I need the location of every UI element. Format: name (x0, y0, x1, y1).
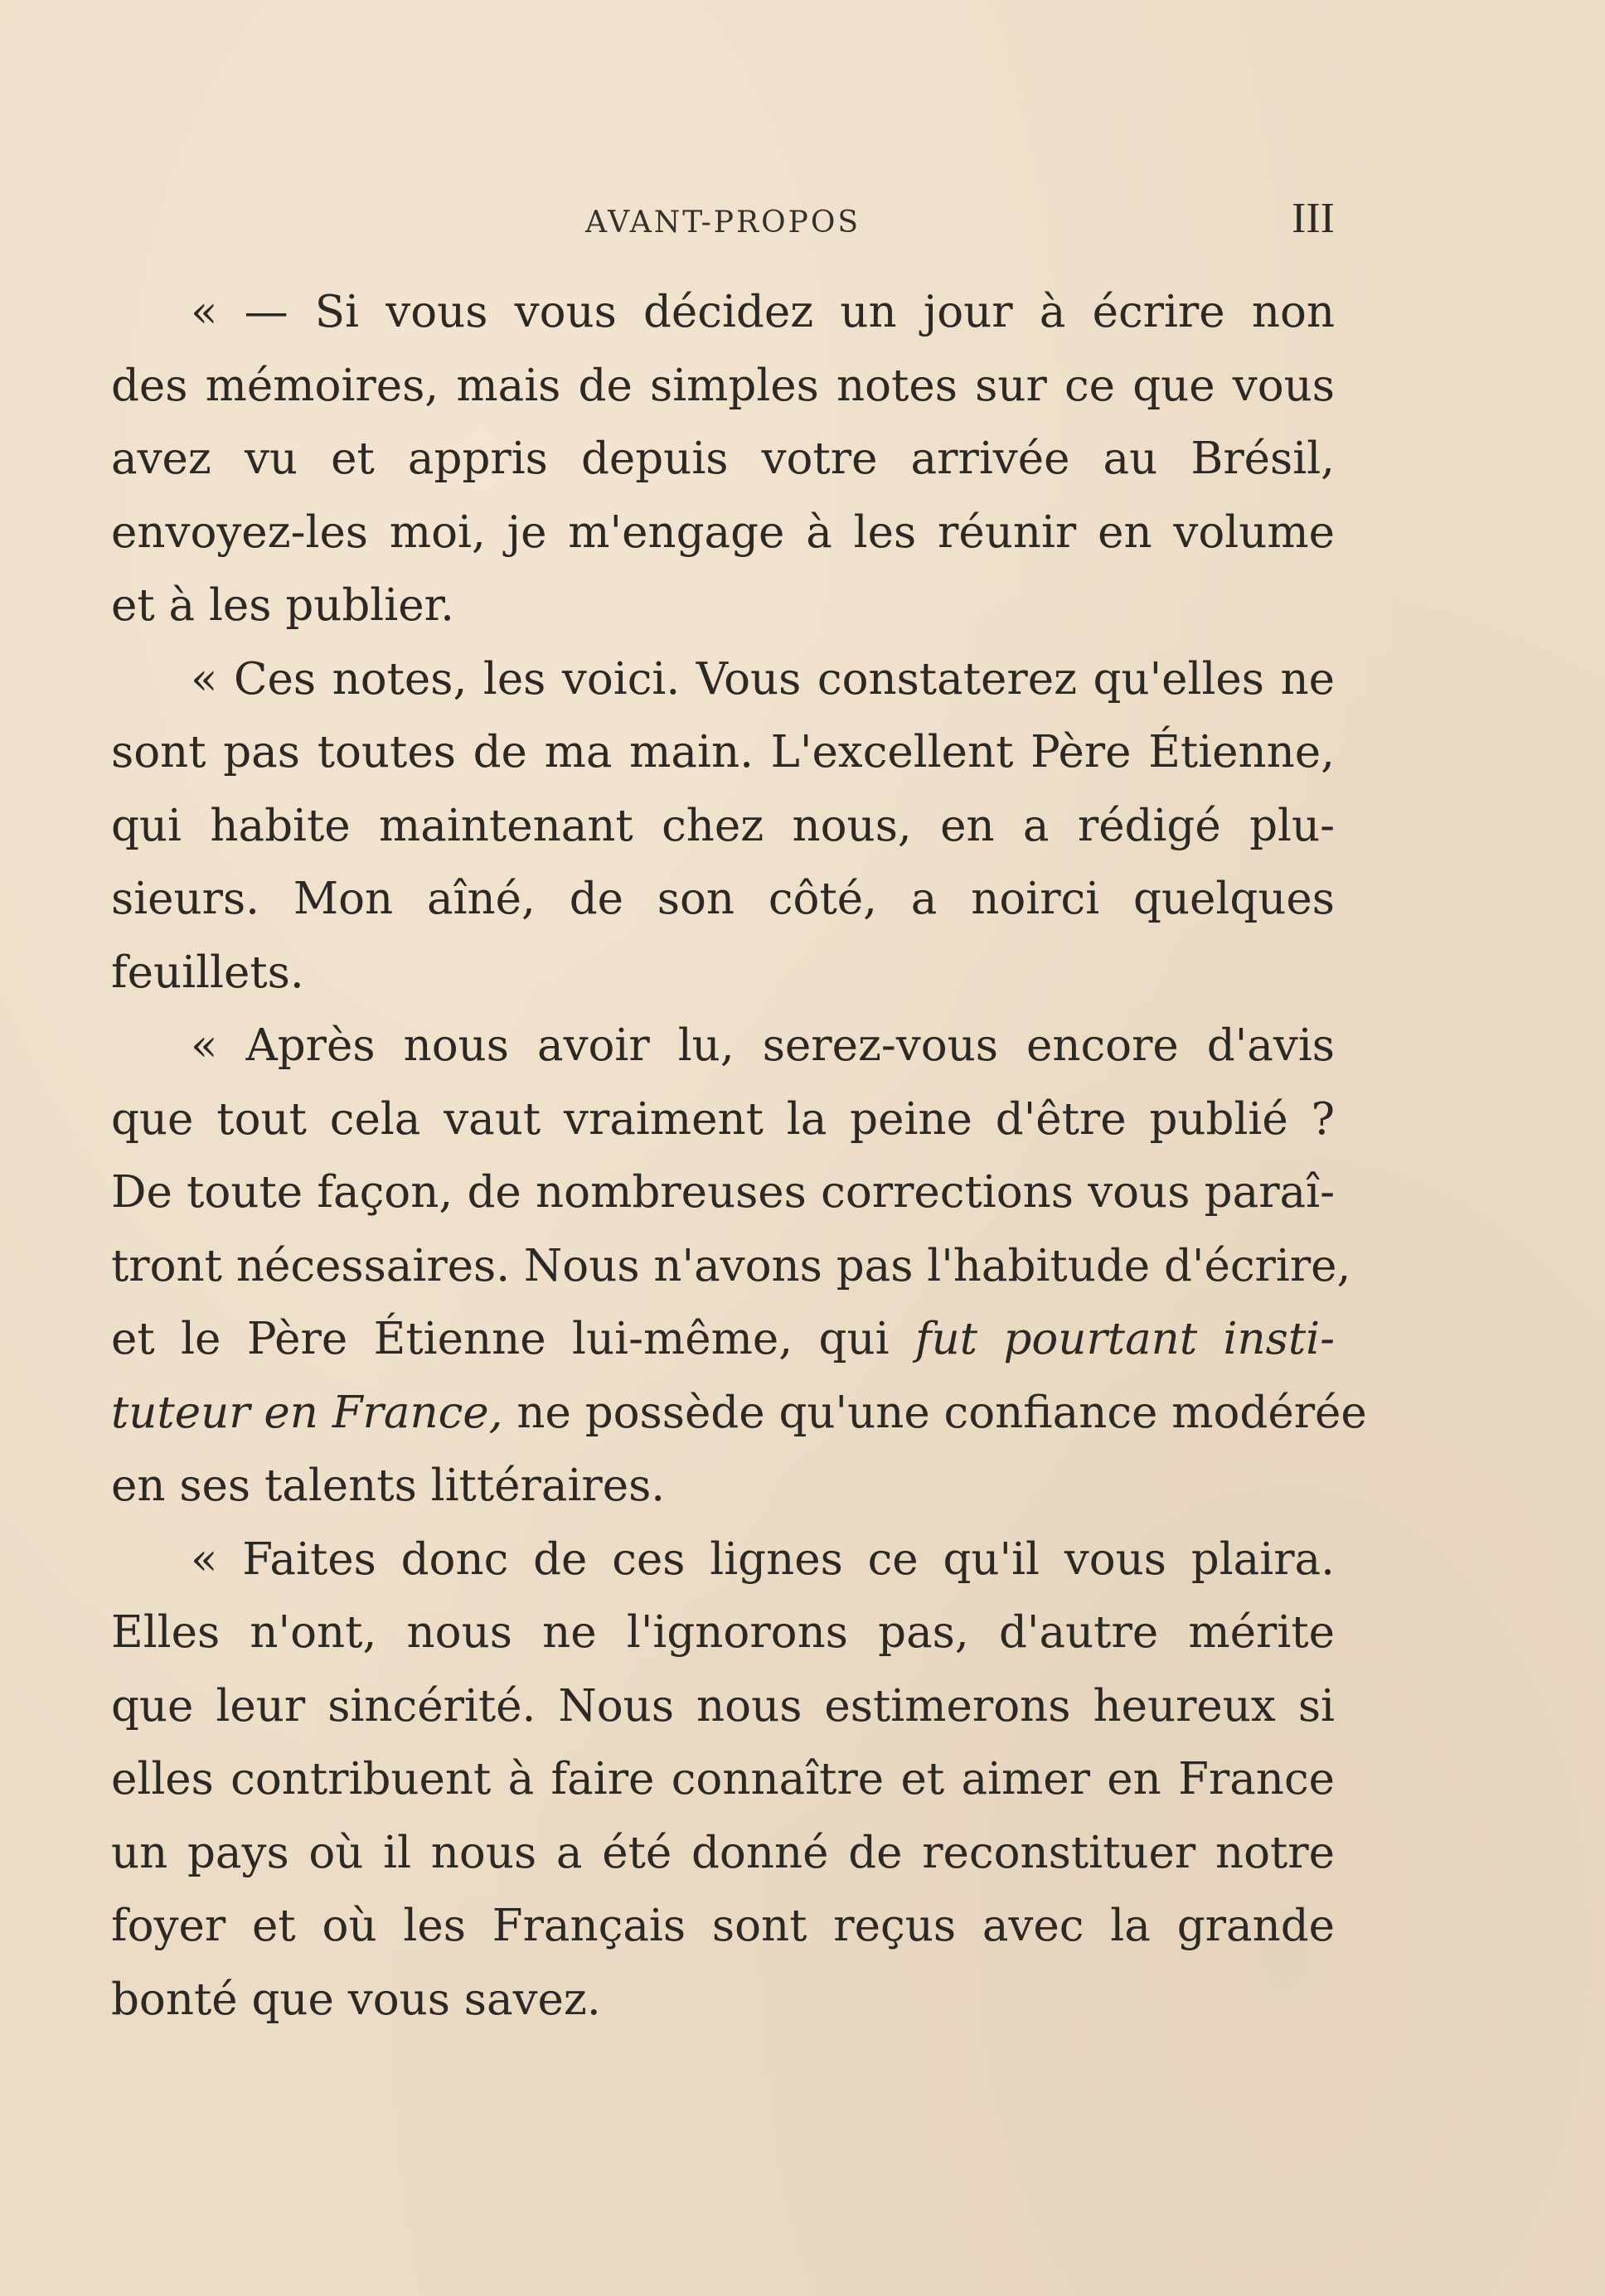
text-segment: ne possède qu'une confiance modérée (516, 1387, 1367, 1438)
text-line: « Après nous avoir lu, serez-vous encore d'avis (191, 1020, 1335, 1071)
paragraph-3 (111, 1010, 1367, 1523)
text-line: que tout cela vaut vraiment la peine d'être publié ? (111, 1093, 1335, 1145)
text-line: envoyez-les moi, je m'engage à les réunir en volume (111, 506, 1335, 558)
text-line: De toute façon, de nombreuses corrections vous paraî- (111, 1167, 1335, 1218)
text-line: et à les publier. (111, 580, 454, 631)
text-line: « — Si vous vous décidez un jour à écrire non (191, 287, 1335, 337)
text-line: « Faites donc de ces lignes ce qu'il vous plaira. (191, 1533, 1335, 1585)
running-head (111, 194, 1335, 252)
italic-segment: fut pourtant insti- (914, 1314, 1335, 1364)
text-line: avez vu et appris depuis votre arrivée au Brésil, (111, 434, 1335, 484)
page-number: III (1292, 195, 1335, 242)
text-line: bonté que vous savez. (111, 1974, 601, 2025)
body-text (111, 276, 1367, 2037)
text-line: des mémoires, mais de simples notes sur ce que vous (111, 360, 1335, 411)
text-line: sont pas toutes de ma main. L'excellent Père Étienne, (111, 727, 1335, 777)
text-line: en ses talents littéraires. (111, 1460, 666, 1511)
paragraph-4 (111, 1523, 1335, 2037)
running-title: AVANT-PROPOS (584, 206, 861, 240)
text-line: que leur sincérité. Nous nous estimerons heureux si (111, 1680, 1335, 1732)
italic-segment: tuteur en France, (111, 1387, 503, 1438)
text-line: « Ces notes, les voici. Vous constaterez qu'elles ne (191, 653, 1335, 705)
text-line: Elles n'ont, nous ne l'ignorons pas, d'autre mérite (111, 1607, 1335, 1658)
paragraph-1 (111, 276, 1335, 643)
text-line: sieurs. Mon aîné, de son côté, a noirci quelques (111, 874, 1335, 924)
paragraph-2 (111, 643, 1335, 1010)
text-line: un pays où il nous a été donné de reconstituer notre (111, 1827, 1335, 1878)
text-line: tront nécessaires. Nous n'avons pas l'habitude d'écrire, (111, 1240, 1351, 1291)
text-line: feuillets. (111, 947, 304, 998)
text-line (111, 1303, 1335, 1377)
text-line: foyer et où les Français sont reçus avec la grande (111, 1901, 1335, 1951)
text-line: elles contribuent à faire connaître et aimer en France (111, 1754, 1335, 1804)
text-line: qui habite maintenant chez nous, en a rédigé plu- (111, 800, 1335, 851)
text-segment: et le Père Étienne lui-même, qui (111, 1314, 890, 1364)
text-line (111, 1377, 1367, 1451)
